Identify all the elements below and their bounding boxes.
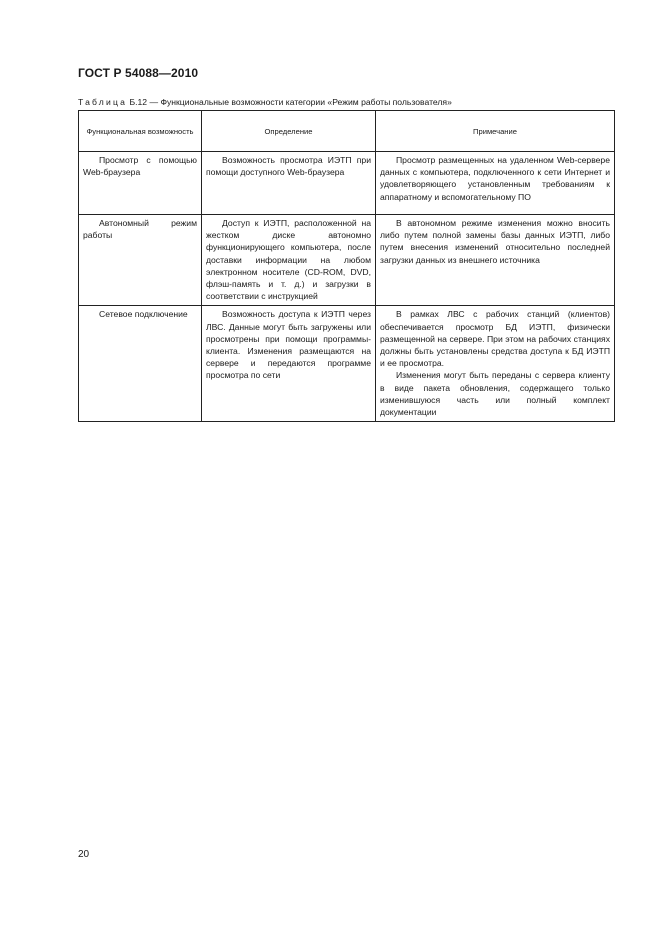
note-paragraph: В автономном режиме изменения можно вносить либо путем полной замены базы данных ИЭТП, либо путем внесения изменений относительно последней загрузки данных из внешнего источника	[380, 218, 610, 265]
table-row	[79, 152, 615, 215]
table-header-row	[79, 111, 615, 152]
column-header-definition: Определение	[202, 111, 376, 152]
note-paragraph: Изменения могут быть переданы с сервера клиенту в виде пакета обновления, содержащего только изменившуюся часть или полный комплект документации	[380, 370, 610, 418]
table-row	[79, 215, 615, 306]
notes-cell	[376, 215, 615, 306]
page-number: 20	[78, 849, 90, 860]
standard-code-header: ГОСТ Р 54088—2010	[78, 66, 199, 80]
table-row	[79, 306, 615, 422]
capability-cell: Просмотр с помощью Web-браузера	[79, 152, 202, 215]
column-header-notes: Примечание	[376, 111, 615, 152]
table-caption-text: Б.12 — Функциональные возможности категории «Режим работы пользователя»	[127, 97, 452, 107]
note-paragraph: В рамках ЛВС с рабочих станций (клиентов) обеспечивается просмотр БД ИЭТП, физически размещенной на сервере. При этом на рабочих станциях должны быть установлены средства доступа к БД ИЭТП и ее просмотра.	[380, 309, 610, 369]
notes-cell	[376, 152, 615, 215]
capability-cell: Автономный режим работы	[79, 215, 202, 306]
definition-cell: Возможность просмотра ИЭТП при помощи доступного Web-браузера	[202, 152, 376, 215]
note-paragraph: Просмотр размещенных на удаленном Web-сервере данных с компьютера, подключенного к сети Интернет и удовлетворяющего установленным требованиям к аппаратному и вспомогательному ПО	[380, 155, 610, 202]
notes-cell	[376, 306, 615, 422]
definition-cell: Возможность доступа к ИЭТП через ЛВС. Данные могут быть загружены или просмотрены при помощи программы-клиента. Изменения размещаются на сервере и передаются программе просмотра по сети	[202, 306, 376, 422]
column-header-capability: Функциональная возможность	[79, 111, 202, 152]
capabilities-table	[78, 110, 615, 422]
table-caption-prefix: Таблица	[78, 97, 128, 107]
definition-cell: Доступ к ИЭТП, расположенной на жестком диске автономно функционирующего компьютера, после доставки информации на любом электронном носителе (CD-ROM, DVD, флэш-память и т. д.) и загрузки в соответствии с инструкцией	[202, 215, 376, 306]
capability-cell: Сетевое подключение	[79, 306, 202, 422]
table-caption	[78, 97, 452, 107]
